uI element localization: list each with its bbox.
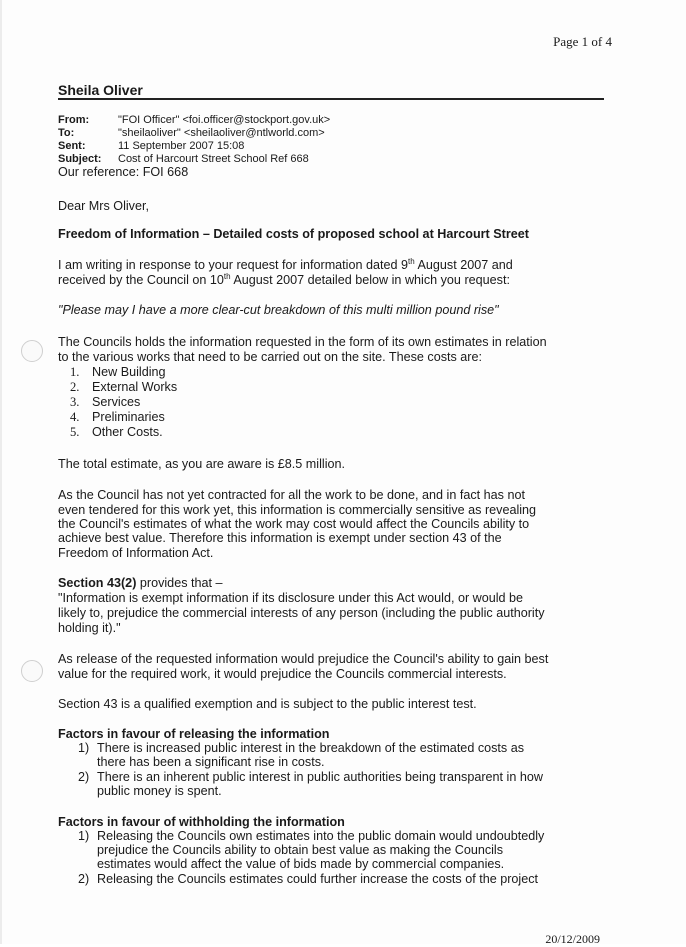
from-label: From:	[58, 114, 90, 126]
to-label: To:	[58, 127, 75, 139]
total-estimate: The total estimate, as you are aware is £8.5 million.	[58, 457, 345, 471]
exempt-para-line: the Council's estimates of what the work may cost would affect the Councils ability to	[58, 517, 530, 531]
section-quote-line: "Information is exempt information if its disclosure under this Act would, or would be	[58, 591, 524, 605]
release-factors-heading: Factors in favour of releasing the information	[58, 727, 330, 741]
exempt-para-line: even tendered for this work yet, this information is commercially sensitive as revealing	[58, 503, 537, 517]
cost-item-label: New Building	[92, 365, 166, 379]
ordinal-suffix: th	[408, 256, 415, 266]
salutation: Dear Mrs Oliver,	[58, 199, 149, 213]
from-value: "FOI Officer" <foi.officer@stockport.gov.uk>	[118, 114, 331, 126]
cost-item-number: 3.	[70, 395, 80, 409]
exempt-para-line: Freedom of Information Act.	[58, 546, 214, 560]
request-quote: "Please may I have a more clear-cut breakdown of this multi million pound rise"	[58, 303, 499, 317]
release-para-line: As release of the requested information would prejudice the Council's ability to gain best	[58, 652, 549, 666]
section-heading-rest: provides that –	[136, 576, 223, 590]
punch-hole	[21, 340, 43, 362]
factor-number: 1)	[78, 829, 90, 843]
release-para-line: value for the required work, it would prejudice the Councils commercial interests.	[58, 667, 507, 681]
cost-item-number: 5.	[70, 425, 80, 439]
factor-line: prejudice the Councils ability to obtain best value as making the Councils	[97, 843, 504, 857]
section-heading-line	[58, 576, 598, 591]
from-row	[58, 114, 330, 127]
cost-item-number: 1.	[70, 365, 80, 379]
intro-text: I am writing in response to your request for information dated 9	[58, 258, 409, 272]
factor-line: public money is spent.	[97, 784, 222, 798]
our-reference: Our reference: FOI 668	[58, 165, 189, 179]
factor-number: 2)	[78, 872, 90, 886]
exempt-para-line: achieve best value. Therefore this information is exempt under section 43 of the	[58, 531, 502, 545]
cost-item-number: 2.	[70, 380, 80, 394]
section-quote-line: holding it)."	[58, 621, 121, 635]
factor-line: estimates would affect the value of bids made by commercial companies.	[97, 857, 505, 871]
qualified-exemption: Section 43 is a qualified exemption and is subject to the public interest test.	[58, 697, 477, 711]
intro-text: August 2007 and	[414, 258, 513, 272]
subject-value: Cost of Harcourt Street School Ref 668	[118, 153, 309, 165]
holds-line-1: The Councils holds the information requested in the form of its own estimates in relation	[58, 335, 547, 349]
punch-hole	[21, 660, 43, 682]
cost-item-label: Preliminaries	[92, 410, 165, 424]
intro-line-1	[58, 258, 598, 273]
ordinal-suffix: th	[223, 271, 231, 281]
cost-item-label: Other Costs.	[92, 425, 163, 439]
factor-line: There is increased public interest in the breakdown of the estimated costs as	[97, 741, 525, 755]
intro-text: received by the Council on 10	[58, 273, 224, 287]
factor-line: there has been a significant rise in costs.	[97, 755, 325, 769]
to-row	[58, 127, 325, 140]
cost-item-number: 4.	[70, 410, 80, 424]
factor-line: Releasing the Councils own estimates into the public domain would undoubtedly	[97, 829, 545, 843]
header-rule	[58, 98, 604, 100]
withhold-factors-heading: Factors in favour of withholding the information	[58, 815, 345, 829]
factor-number: 1)	[78, 741, 90, 755]
section-heading: Section 43(2)	[58, 576, 137, 590]
holds-line-2: to the various works that need to be carried out on the site. These costs are:	[58, 350, 482, 364]
sender-name: Sheila Oliver	[58, 82, 143, 98]
cost-item-label: Services	[92, 395, 141, 409]
sent-row	[58, 140, 244, 153]
factor-number: 2)	[78, 770, 90, 784]
letter-title: Freedom of Information – Detailed costs of proposed school at Harcourt Street	[58, 227, 529, 241]
page-number: Page 1 of 4	[553, 34, 612, 49]
sent-label: Sent:	[58, 140, 86, 152]
intro-text: August 2007 detailed below in which you request:	[230, 273, 510, 287]
factor-line: There is an inherent public interest in public authorities being transparent in how	[97, 770, 543, 784]
intro-line-2	[58, 273, 598, 288]
to-value: "sheilaoliver" <sheilaoliver@ntlworld.com>	[118, 127, 325, 139]
cost-item-label: External Works	[92, 380, 178, 394]
sent-value: 11 September 2007 15:08	[118, 140, 245, 152]
footer-date: 20/12/2009	[545, 932, 600, 946]
subject-label: Subject:	[58, 153, 102, 165]
exempt-para-line: As the Council has not yet contracted for all the work to be done, and in fact has not	[58, 488, 525, 502]
section-quote-line: likely to, prejudice the commercial interests of any person (including the public authority	[58, 606, 545, 620]
factor-line: Releasing the Councils estimates could further increase the costs of the project	[97, 872, 539, 886]
